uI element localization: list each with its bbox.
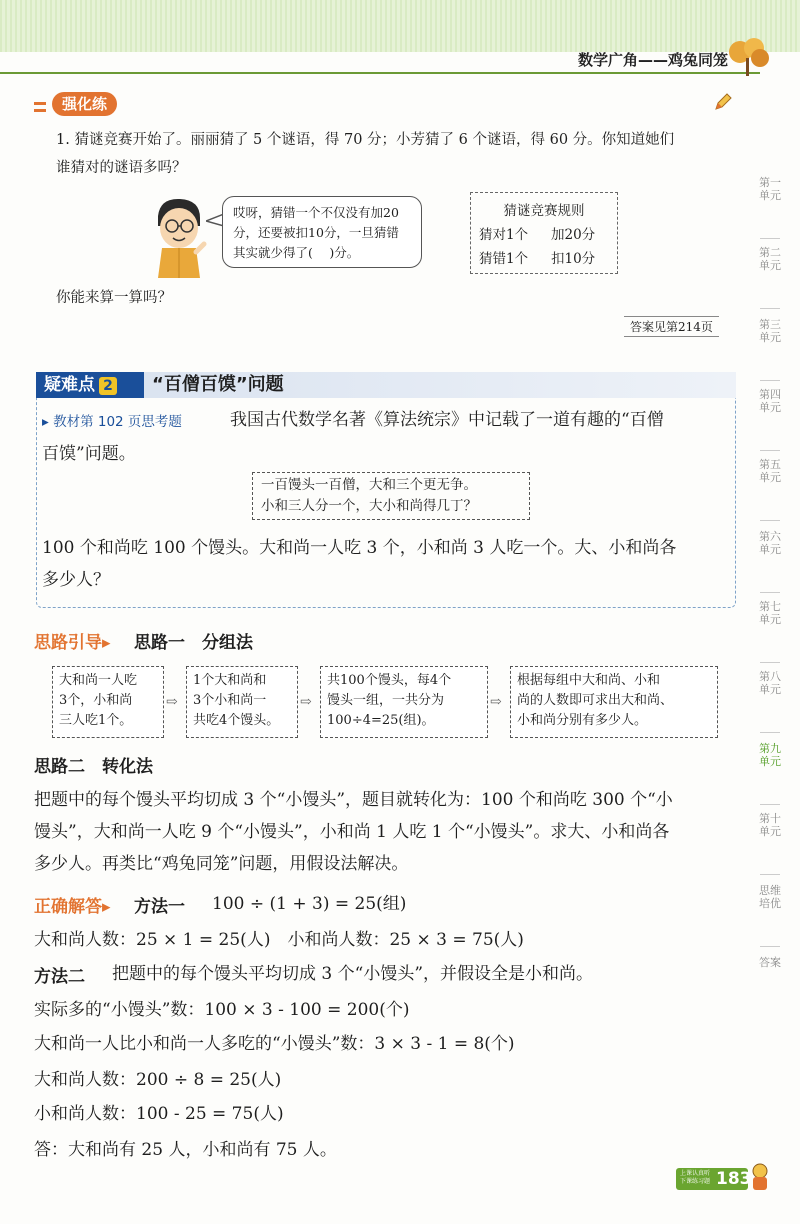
header-band (0, 0, 800, 52)
intro-line-1: 我国古代数学名著《算法统宗》中记载了一道有趣的“百僧 (230, 410, 664, 430)
tab-thinking[interactable]: 思维培优 (759, 884, 781, 910)
flow-step-3-line-2: 馒头一组，一共分为 (327, 693, 445, 708)
rule-wrong-value: 扣10分 (551, 251, 596, 267)
poem-line-2: 小和三人分一个，大小和尚得几丁？ (261, 498, 477, 514)
tree-icon (726, 38, 772, 76)
speech-line-1: 哎呀，猜错一个不仅没有加20 (233, 205, 399, 220)
badge-lines-icon (34, 100, 48, 114)
answer-reference: 答案见第214页 (624, 316, 719, 337)
tab-divider (760, 946, 780, 947)
rule-correct-value: 加20分 (551, 227, 596, 243)
speech-line-2: 分，还要被扣10分，一旦猜错 (233, 225, 399, 240)
flow-step-3-line-1: 共100个馒头，每4个 (327, 673, 452, 688)
footer-slogan-line-2: 下课练习题 (680, 1178, 711, 1185)
problem-line-2: 多少人？ (42, 570, 110, 590)
practice-badge: 强化练 (52, 92, 117, 116)
intro-line-2: 百馍”问题。 (42, 444, 136, 464)
tab-divider (760, 804, 780, 805)
flow-step-2-line-2: 3个小和尚一 (193, 693, 267, 708)
flow-step-4-line-3: 小和尚分别有多少人。 (517, 713, 648, 728)
header-rule (0, 72, 760, 74)
tab-unit-3[interactable]: 第三单元 (759, 318, 781, 344)
idea-2-line-3: 多少人。再类比“鸡兔同笼”问题，用假设法解决。 (34, 854, 409, 874)
method-2-step-3: 大和尚人数：200 ÷ 8 = 25(人) (34, 1070, 282, 1090)
method-2-step-1: 实际多的“小馒头”数：100 × 3 - 100 = 200(个) (34, 1000, 410, 1020)
flow-step-4 (510, 666, 718, 738)
final-answer: 答：大和尚有 25 人，小和尚有 75 人。 (34, 1140, 337, 1160)
flow-arrow-2: ⇨ (300, 694, 312, 710)
guide-tag: 思路引导▸ (34, 633, 111, 653)
poem-line-1: 一百馒头一百僧，大和三个更无争。 (261, 477, 477, 493)
method-1-result: 大和尚人数：25 × 1 = 25(人) 小和尚人数：25 × 3 = 75(人) (34, 930, 524, 950)
problem-line-1: 100 个和尚吃 100 个馒头。大和尚一人吃 3 个，小和尚 3 人吃一个。大、小和尚各 (42, 538, 677, 558)
rule-correct-label: 猜对1个 (479, 227, 529, 243)
tab-divider (760, 592, 780, 593)
flow-step-3 (320, 666, 488, 738)
rule-wrong-label: 猜错1个 (479, 251, 529, 267)
method-1-heading: 方法一 (134, 897, 185, 917)
method-1-equation: 100 ÷ (1 + 3) = 25(组) (212, 894, 407, 914)
method-2-step-4: 小和尚人数：100 - 25 = 75(人) (34, 1104, 284, 1124)
solution-tag: 正确解答▸ (34, 897, 111, 917)
rules-title: 猜谜竞赛规则 (503, 203, 585, 219)
tab-divider (760, 450, 780, 451)
method-2-intro: 把题中的每个馒头平均切成 3 个“小馒头”，并假设全是小和尚。 (112, 964, 594, 984)
flow-step-2-line-1: 1个大和尚和 (193, 673, 267, 688)
tab-unit-4[interactable]: 第四单元 (759, 388, 781, 414)
method-2-step-2: 大和尚一人比小和尚一人多吃的“小馒头”数：3 × 3 - 1 = 8(个) (34, 1034, 515, 1054)
tab-divider (760, 732, 780, 733)
difficulty-number: 2 (99, 377, 117, 395)
method-2-heading: 方法二 (34, 967, 85, 987)
tab-divider (760, 238, 780, 239)
difficulty-label (36, 372, 144, 398)
tab-answers[interactable]: 答案 (759, 956, 781, 969)
textbook-reference: ▸ 教材第 102 页思考题 (42, 414, 182, 430)
rule-wrong (479, 247, 609, 271)
tab-divider (760, 308, 780, 309)
speech-bubble (222, 196, 422, 268)
difficulty-title: “百僧百馍”问题 (152, 374, 284, 395)
flow-step-2 (186, 666, 298, 738)
flow-step-1 (52, 666, 164, 738)
flow-step-4-line-2: 尚的人数即可求出大和尚、 (517, 693, 674, 708)
flow-step-3-line-3: 100÷4=25(组)。 (327, 713, 435, 728)
footer-slogan-line-1: 上课认真听 (680, 1170, 711, 1177)
difficulty-label-text: 疑难点 (44, 375, 95, 395)
poem-box (252, 472, 530, 520)
footer-slogan (680, 1170, 710, 1186)
flow-arrow-3: ⇨ (490, 694, 502, 710)
boy-illustration-icon (150, 196, 208, 278)
calc-prompt: 你能来算一算吗？ (56, 290, 172, 306)
idea-2-heading: 思路二 转化法 (34, 757, 153, 777)
tab-unit-9-active[interactable]: 第九单元 (759, 742, 781, 768)
mascot-icon (748, 1162, 772, 1192)
tab-divider (760, 520, 780, 521)
pencil-icon (713, 92, 733, 112)
tab-divider (760, 662, 780, 663)
flow-step-1-line-2: 3个，小和尚 (59, 693, 133, 708)
flow-step-4-line-1: 根据每组中大和尚、小和 (517, 673, 661, 688)
tab-unit-2[interactable]: 第二单元 (759, 246, 781, 272)
flow-step-1-line-3: 三人吃1个。 (59, 713, 133, 728)
idea-2-line-1: 把题中的每个馒头平均切成 3 个“小馒头”，题目就转化为：100 个和尚吃 300 个“小 (34, 790, 673, 810)
tab-unit-6[interactable]: 第六单元 (759, 530, 781, 556)
rules-box (470, 192, 618, 274)
tab-unit-7[interactable]: 第七单元 (759, 600, 781, 626)
flow-step-2-line-3: 共吃4个馒头。 (193, 713, 280, 728)
rule-correct (479, 223, 609, 247)
tab-unit-1[interactable]: 第一单元 (759, 176, 781, 202)
flow-arrow-1: ⇨ (166, 694, 178, 710)
flow-step-1-line-1: 大和尚一人吃 (59, 673, 138, 688)
question-1-line-2: 谁猜对的谜语多吗？ (56, 160, 187, 176)
tab-divider (760, 874, 780, 875)
tab-divider (760, 380, 780, 381)
page-number: 183 (716, 1169, 752, 1189)
question-1-line-1: 1. 猜谜竞赛开始了。丽丽猜了 5 个谜语，得 70 分；小芳猜了 6 个谜语，得 60 分。你知道她们 (56, 132, 675, 148)
chapter-title: 数学广角——鸡兔同笼 (578, 51, 729, 69)
page-number-badge (676, 1168, 752, 1190)
speech-line-3: 其实就少得了( )分。 (233, 245, 360, 260)
idea-2-line-2: 馒头”，大和尚一人吃 9 个“小馒头”，小和尚 1 人吃 1 个“小馒头”。求大、小和尚各 (34, 822, 670, 842)
tab-unit-5[interactable]: 第五单元 (759, 458, 781, 484)
tab-unit-8[interactable]: 第八单元 (759, 670, 781, 696)
idea-1-heading: 思路一 分组法 (134, 633, 253, 653)
tab-unit-10[interactable]: 第十单元 (759, 812, 781, 838)
